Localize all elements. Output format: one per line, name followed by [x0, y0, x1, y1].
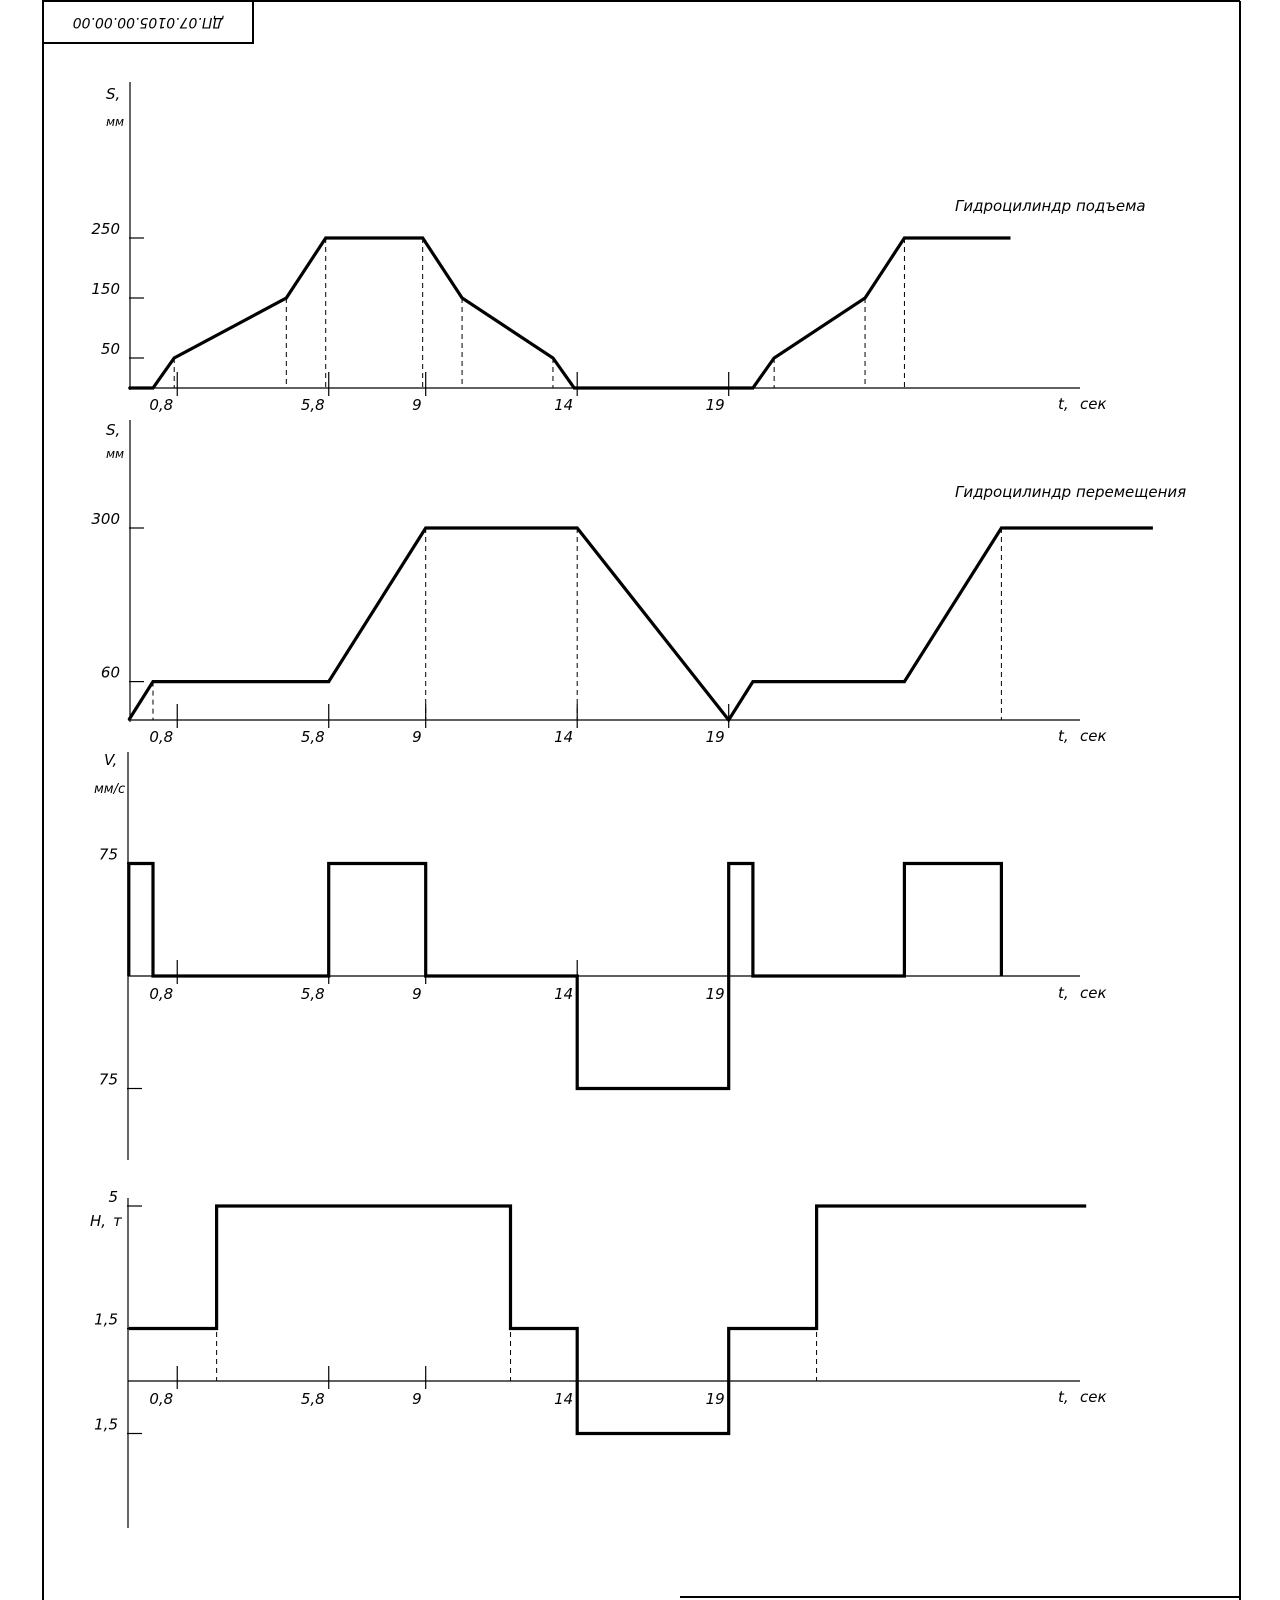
- y-tick-label: 75: [98, 845, 118, 864]
- x-axis-label-unit: сек: [1080, 395, 1107, 413]
- y-tick-label: 150: [91, 280, 120, 298]
- y-tick-label: 50: [100, 340, 120, 358]
- chart-travel-cylinder-displacement: [91, 420, 1186, 746]
- y-axis-label-unit: т: [113, 1212, 122, 1230]
- y-tick-label: 1,5: [94, 1415, 118, 1434]
- y-tick-label: 60: [100, 663, 120, 682]
- x-axis-label-unit: сек: [1080, 727, 1107, 745]
- x-tick-label: 5,8: [300, 728, 325, 746]
- series-line: [129, 238, 1011, 388]
- x-tick-label: 0,8: [149, 728, 174, 746]
- series-line: [129, 864, 1002, 1089]
- document-code: ДП.07.0105.00.00.00: [72, 14, 224, 30]
- x-tick-label: 0,8: [149, 396, 174, 414]
- y-tick-label: 250: [91, 220, 120, 238]
- series-line: [129, 528, 1153, 720]
- x-tick-label: 14: [554, 728, 574, 746]
- y-axis-label-symbol: V,: [104, 751, 118, 769]
- x-tick-label: 5,8: [300, 1390, 325, 1408]
- x-axis-label-unit: сек: [1080, 1388, 1107, 1406]
- chart-title: Гидроцилиндр подъема: [955, 197, 1146, 215]
- chart-title: Гидроцилиндр перемещения: [955, 483, 1187, 501]
- series-line: [129, 1206, 1086, 1434]
- chart-force: [90, 1188, 1107, 1528]
- x-tick-label: 5,8: [300, 985, 325, 1003]
- y-tick-label: 1,5: [94, 1310, 118, 1329]
- y-axis-label-unit: мм/с: [94, 782, 126, 797]
- document-stamp: [43, 1, 253, 43]
- x-tick-label: 9: [412, 396, 422, 414]
- x-axis-label-unit: сек: [1080, 984, 1107, 1002]
- y-axis-label-symbol: H,: [90, 1212, 107, 1230]
- x-tick-label: 5,8: [300, 396, 325, 414]
- x-axis-label-symbol: t,: [1058, 395, 1069, 413]
- x-tick-label: 19: [705, 396, 725, 414]
- chart-lift-cylinder-displacement: [91, 82, 1145, 414]
- x-tick-label: 14: [554, 985, 574, 1003]
- y-tick-label: 5: [108, 1188, 118, 1206]
- y-axis-label-symbol: S,: [106, 85, 121, 103]
- x-axis-label-symbol: t,: [1058, 984, 1069, 1002]
- y-axis-label-symbol: S,: [106, 421, 121, 439]
- x-tick-label: 0,8: [149, 985, 174, 1003]
- y-axis-label-unit: мм: [106, 115, 125, 129]
- x-tick-label: 9: [412, 985, 422, 1003]
- x-tick-label: 14: [554, 396, 574, 414]
- x-axis-label-symbol: t,: [1058, 727, 1069, 745]
- x-tick-label: 19: [705, 985, 725, 1003]
- chart-velocity: [94, 751, 1107, 1160]
- x-tick-label: 14: [554, 1390, 574, 1408]
- x-tick-label: 0,8: [149, 1390, 174, 1408]
- x-tick-label: 19: [705, 1390, 725, 1408]
- x-tick-label: 9: [412, 728, 422, 746]
- x-tick-label: 9: [412, 1390, 422, 1408]
- y-tick-label: 300: [91, 510, 120, 528]
- x-tick-label: 19: [705, 728, 725, 746]
- y-axis-label-unit: мм: [106, 447, 125, 461]
- y-tick-label: 75: [98, 1070, 118, 1089]
- x-axis-label-symbol: t,: [1058, 1388, 1069, 1406]
